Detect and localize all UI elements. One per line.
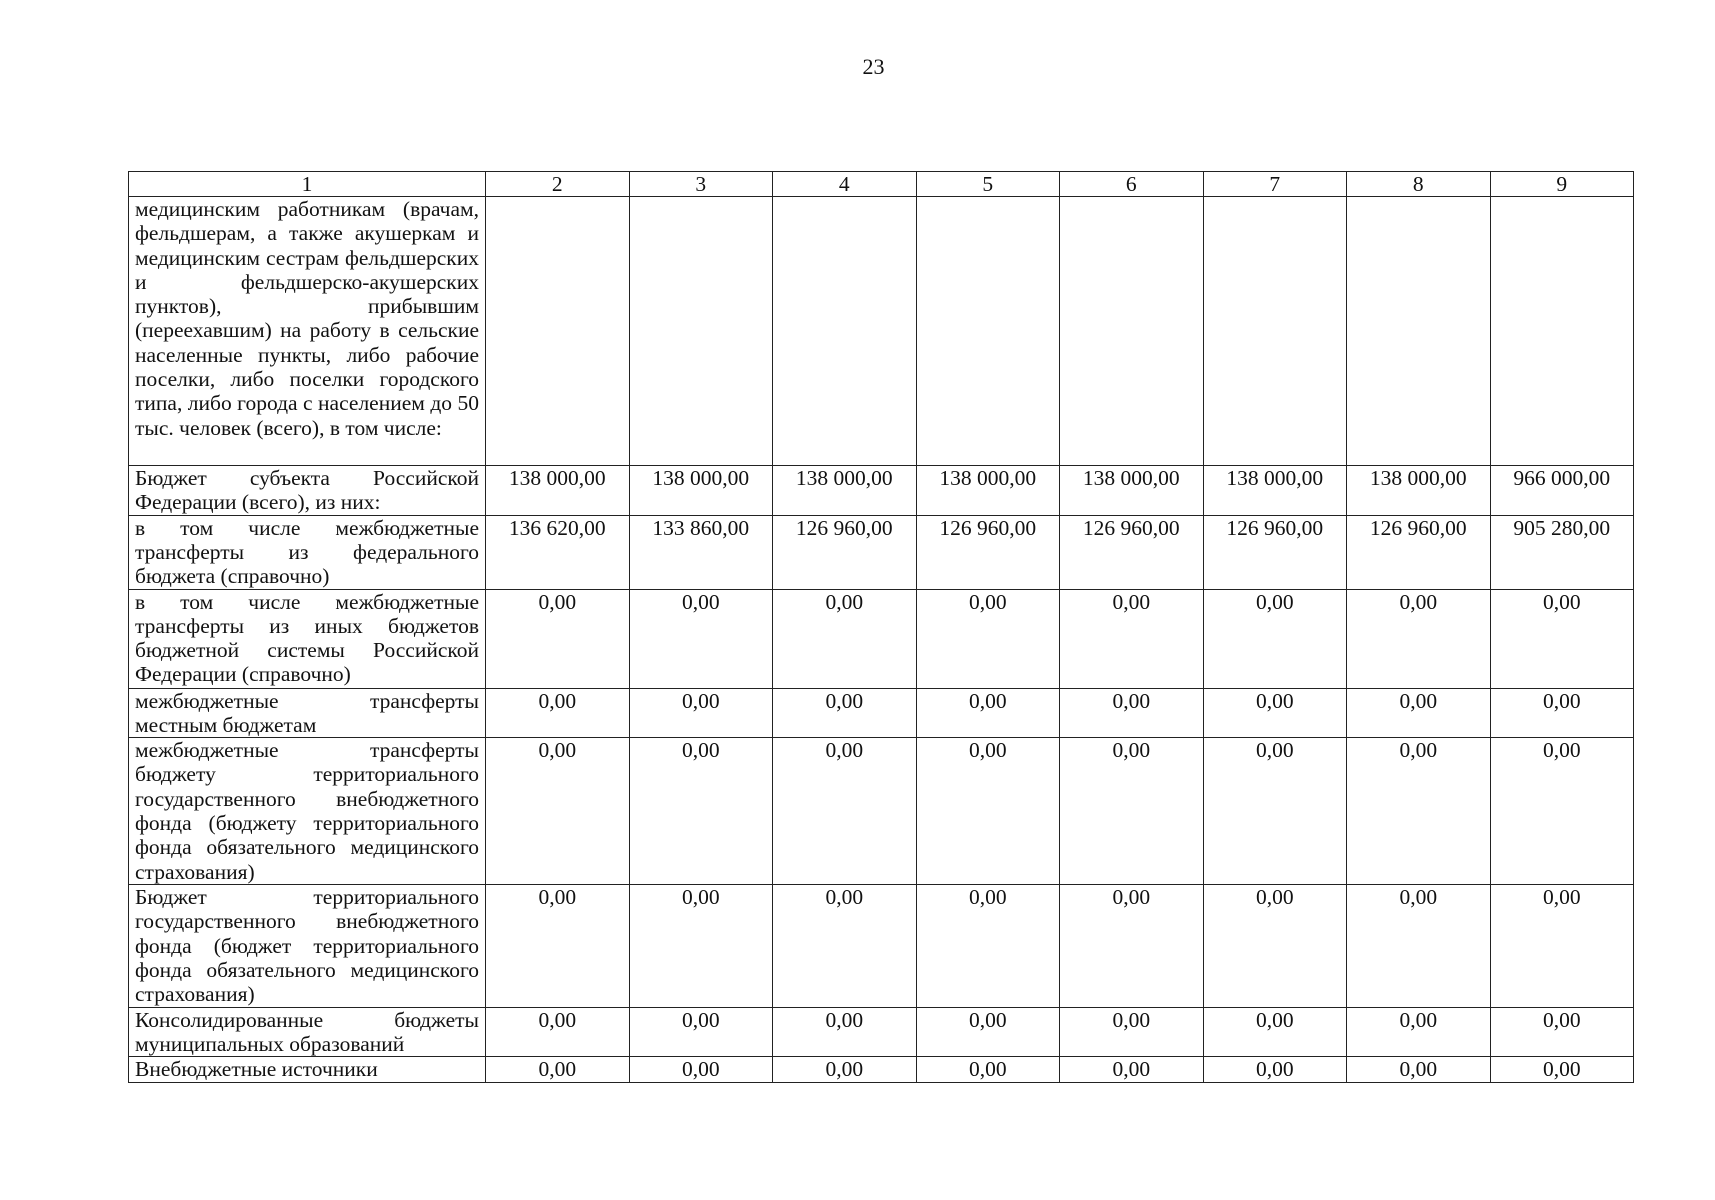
table-cell: 966 000,00 <box>1490 466 1634 516</box>
table-cell: 0,00 <box>1347 738 1491 885</box>
table-cell: 0,00 <box>486 589 630 688</box>
table-cell: 126 960,00 <box>1203 515 1347 589</box>
table-cell: 0,00 <box>1490 589 1634 688</box>
table-cell: 0,00 <box>773 1057 917 1082</box>
table-cell: 0,00 <box>1490 738 1634 885</box>
table-cell: 138 000,00 <box>1347 466 1491 516</box>
page-number: 23 <box>862 54 885 79</box>
table-cell: 0,00 <box>773 688 917 738</box>
table-cell: 0,00 <box>1060 738 1204 885</box>
table-cell: 0,00 <box>1490 1007 1634 1057</box>
table-cell: 0,00 <box>629 738 773 885</box>
row-label: Внебюджетные источники <box>129 1057 486 1082</box>
table-cell: 0,00 <box>1060 1057 1204 1082</box>
row-label: в том числе межбюджетные трансферты из федерального бюджета (справочно) <box>129 515 486 589</box>
table-cell: 0,00 <box>1490 885 1634 1007</box>
table-cell: 0,00 <box>486 885 630 1007</box>
column-header: 1 <box>129 172 486 197</box>
table-cell: 0,00 <box>916 885 1060 1007</box>
table-cell: 905 280,00 <box>1490 515 1634 589</box>
table-cell <box>773 197 917 466</box>
table-cell: 0,00 <box>1347 1057 1491 1082</box>
table-cell <box>1347 197 1491 466</box>
table-cell: 0,00 <box>1060 1007 1204 1057</box>
table-cell: 0,00 <box>486 688 630 738</box>
table-cell: 0,00 <box>773 589 917 688</box>
row-label: Бюджет территориального государственного внебюджетного фонда (бюджет территориального фонда обязательного медицинского страхования) <box>129 885 486 1007</box>
column-header: 6 <box>1060 172 1204 197</box>
table-cell <box>1060 197 1204 466</box>
table-cell: 138 000,00 <box>629 466 773 516</box>
table-cell: 126 960,00 <box>916 515 1060 589</box>
table-cell: 0,00 <box>629 1057 773 1082</box>
table-cell: 0,00 <box>916 1057 1060 1082</box>
table-cell: 0,00 <box>916 738 1060 885</box>
table-cell: 0,00 <box>629 688 773 738</box>
table-cell: 0,00 <box>1347 885 1491 1007</box>
table-cell: 0,00 <box>1203 589 1347 688</box>
table-cell: 0,00 <box>916 688 1060 738</box>
table-cell: 0,00 <box>1490 688 1634 738</box>
table-row <box>129 466 1634 516</box>
table-row <box>129 885 1634 1007</box>
table-cell <box>916 197 1060 466</box>
table-cell <box>486 197 630 466</box>
table-cell: 138 000,00 <box>773 466 917 516</box>
table-row <box>129 197 1634 466</box>
table-cell: 0,00 <box>1060 688 1204 738</box>
row-label: в том числе межбюджетные трансферты из иных бюджетов бюджетной системы Российской Федерации (справочно) <box>129 589 486 688</box>
column-header: 2 <box>486 172 630 197</box>
table-cell: 138 000,00 <box>916 466 1060 516</box>
table-row <box>129 1057 1634 1082</box>
table-row <box>129 738 1634 885</box>
table-header-row <box>129 172 1634 197</box>
table-cell: 0,00 <box>486 738 630 885</box>
table-cell: 0,00 <box>916 589 1060 688</box>
row-label: Консолидированные бюджеты муниципальных образований <box>129 1007 486 1057</box>
row-label: медицинским работникам (врачам, фельдшерам, а также акушеркам и медицинским сестрам фельдшерских и фельдшерско-акушерских пунктов), прибывшим (переехавшим) на работу в сельские населенные пункты, либо рабочие поселки, либо поселки городского типа, либо города с населением до 50 тыс. человек (всего), в том числе: <box>129 197 486 466</box>
table-cell: 138 000,00 <box>1203 466 1347 516</box>
table-cell: 0,00 <box>773 1007 917 1057</box>
table-cell: 138 000,00 <box>1060 466 1204 516</box>
column-header: 5 <box>916 172 1060 197</box>
budget-table <box>128 171 1634 1083</box>
table-row <box>129 1007 1634 1057</box>
table-cell: 0,00 <box>1203 1057 1347 1082</box>
column-header: 9 <box>1490 172 1634 197</box>
table-row <box>129 515 1634 589</box>
table-cell: 138 000,00 <box>486 466 630 516</box>
row-label: Бюджет субъекта Российской Федерации (всего), из них: <box>129 466 486 516</box>
table-cell: 0,00 <box>773 738 917 885</box>
table-cell <box>1490 197 1634 466</box>
table-cell: 0,00 <box>1060 589 1204 688</box>
table-cell: 126 960,00 <box>1347 515 1491 589</box>
table-cell: 126 960,00 <box>773 515 917 589</box>
table-cell: 0,00 <box>629 1007 773 1057</box>
table-row <box>129 688 1634 738</box>
table-cell: 0,00 <box>629 589 773 688</box>
table-row <box>129 589 1634 688</box>
table-cell: 133 860,00 <box>629 515 773 589</box>
table-cell: 0,00 <box>1203 885 1347 1007</box>
row-label: межбюджетные трансферты местным бюджетам <box>129 688 486 738</box>
table-cell: 0,00 <box>629 885 773 1007</box>
table-cell <box>629 197 773 466</box>
column-header: 3 <box>629 172 773 197</box>
table-cell <box>1203 197 1347 466</box>
table-cell: 0,00 <box>1060 885 1204 1007</box>
table-cell: 0,00 <box>1347 589 1491 688</box>
table-cell: 0,00 <box>1203 738 1347 885</box>
column-header: 8 <box>1347 172 1491 197</box>
table-cell: 0,00 <box>773 885 917 1007</box>
row-label: межбюджетные трансферты бюджету территориального государственного внебюджетного фонда (бюджету территориального фонда обязательного медицинского страхования) <box>129 738 486 885</box>
column-header: 4 <box>773 172 917 197</box>
table-cell: 0,00 <box>486 1007 630 1057</box>
table-cell: 0,00 <box>916 1007 1060 1057</box>
column-header: 7 <box>1203 172 1347 197</box>
table-cell: 0,00 <box>1347 688 1491 738</box>
table-cell: 0,00 <box>486 1057 630 1082</box>
table-cell: 126 960,00 <box>1060 515 1204 589</box>
table-cell: 136 620,00 <box>486 515 630 589</box>
table-cell: 0,00 <box>1203 1007 1347 1057</box>
table-cell: 0,00 <box>1203 688 1347 738</box>
table-cell: 0,00 <box>1490 1057 1634 1082</box>
table-cell: 0,00 <box>1347 1007 1491 1057</box>
